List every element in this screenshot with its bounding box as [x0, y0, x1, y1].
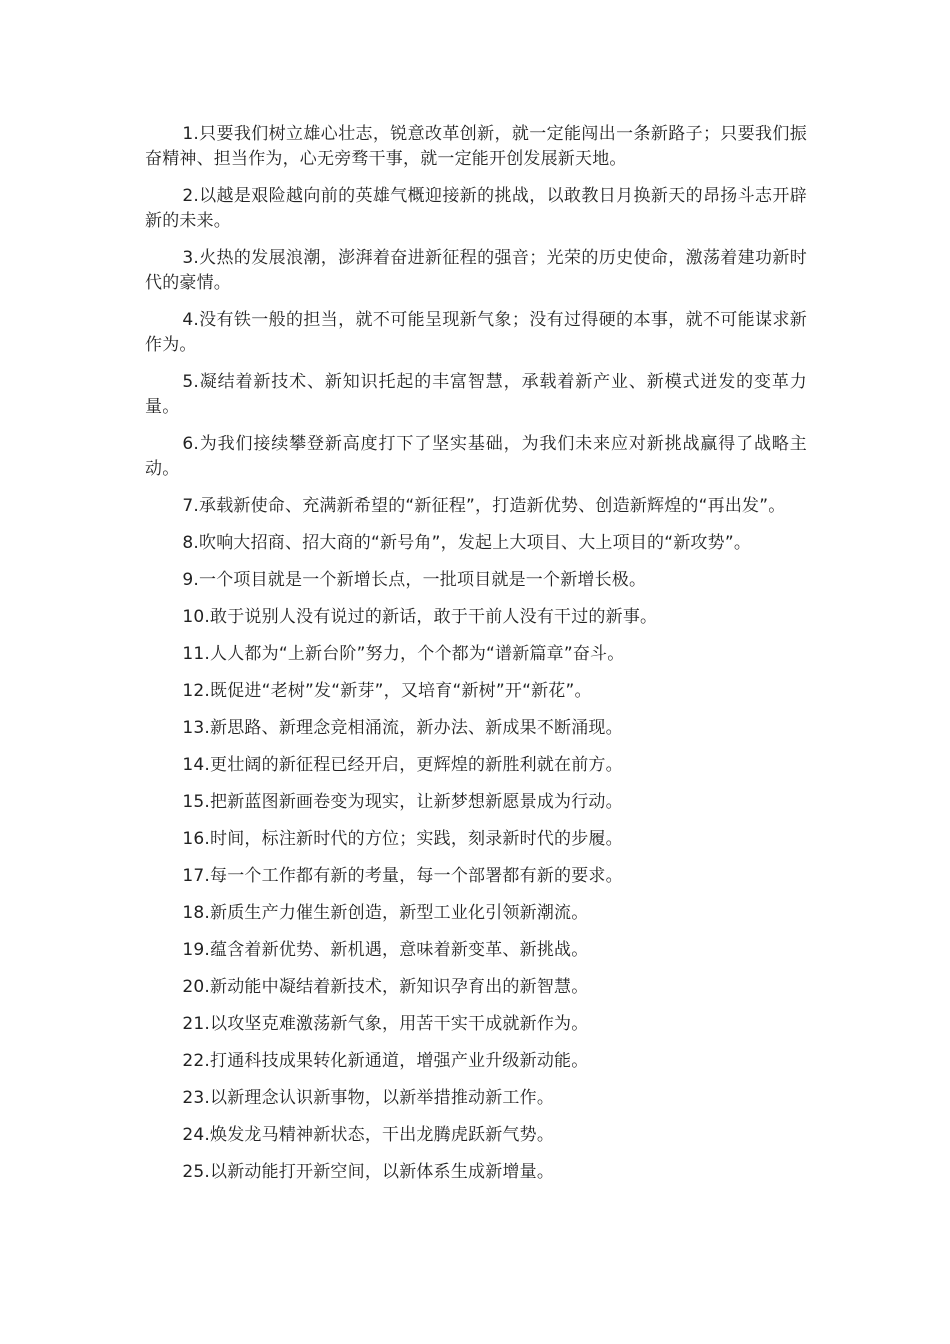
list-item: 8.吹响大招商、招大商的“新号角”，发起上大项目、大上项目的“新攻势”。 [182, 533, 752, 553]
list-item: 12.既促进“老树”发“新芽”，又培育“新树”开“新花”。 [182, 681, 592, 701]
list-item: 9.一个项目就是一个新增长点，一批项目就是一个新增长极。 [182, 570, 647, 590]
list-item: 21.以攻坚克难激荡新气象，用苦干实干成就新作为。 [182, 1014, 589, 1034]
list-item: 15.把新蓝图新画卷变为现实，让新梦想新愿景成为行动。 [182, 792, 623, 812]
list-item: 13.新思路、新理念竞相涌流，新办法、新成果不断涌现。 [182, 718, 623, 738]
list-item: 14.更壮阔的新征程已经开启，更辉煌的新胜利就在前方。 [182, 755, 623, 775]
list-item: 5.凝结着新技术、新知识托起的丰富智慧，承载着新产业、新模式迸发的变革力量。 [145, 372, 807, 417]
list-item: 3.火热的发展浪潮，澎湃着奋进新征程的强音；光荣的历史使命，激荡着建功新时代的豪情。 [145, 248, 807, 293]
list-item: 6.为我们接续攀登新高度打下了坚实基础，为我们未来应对新挑战赢得了战略主动。 [145, 434, 807, 479]
list-item: 23.以新理念认识新事物，以新举措推动新工作。 [182, 1088, 555, 1108]
list-item: 20.新动能中凝结着新技术，新知识孕育出的新智慧。 [182, 977, 589, 997]
list-item: 1.只要我们树立雄心壮志，锐意改革创新，就一定能闯出一条新路子；只要我们振奋精神、担当作为，心无旁骛干事，就一定能开创发展新天地。 [145, 124, 807, 169]
list-item: 25.以新动能打开新空间，以新体系生成新增量。 [182, 1162, 555, 1182]
list-item: 4.没有铁一般的担当，就不可能呈现新气象；没有过得硬的本事，就不可能谋求新作为。 [145, 310, 807, 355]
list-item: 18.新质生产力催生新创造，新型工业化引领新潮流。 [182, 903, 589, 923]
list-item: 11.人人都为“上新台阶”努力，个个都为“谱新篇章”奋斗。 [182, 644, 625, 664]
list-item: 22.打通科技成果转化新通道，增强产业升级新动能。 [182, 1051, 589, 1071]
list-item: 16.时间，标注新时代的方位；实践，刻录新时代的步履。 [182, 829, 623, 849]
list-item: 24.焕发龙马精神新状态，干出龙腾虎跃新气势。 [182, 1125, 555, 1145]
list-item: 17.每一个工作都有新的考量，每一个部署都有新的要求。 [182, 866, 623, 886]
list-item: 2.以越是艰险越向前的英雄气概迎接新的挑战，以敢教日月换新天的昂扬斗志开辟新的未来。 [145, 186, 807, 231]
list-item: 10.敢于说别人没有说过的新话，敢于干前人没有干过的新事。 [182, 607, 658, 627]
list-item: 7.承载新使命、充满新希望的“新征程”，打造新优势、创造新辉煌的“再出发”。 [182, 496, 786, 516]
document-body [145, 122, 807, 1197]
list-item: 19.蕴含着新优势、新机遇，意味着新变革、新挑战。 [182, 940, 589, 960]
